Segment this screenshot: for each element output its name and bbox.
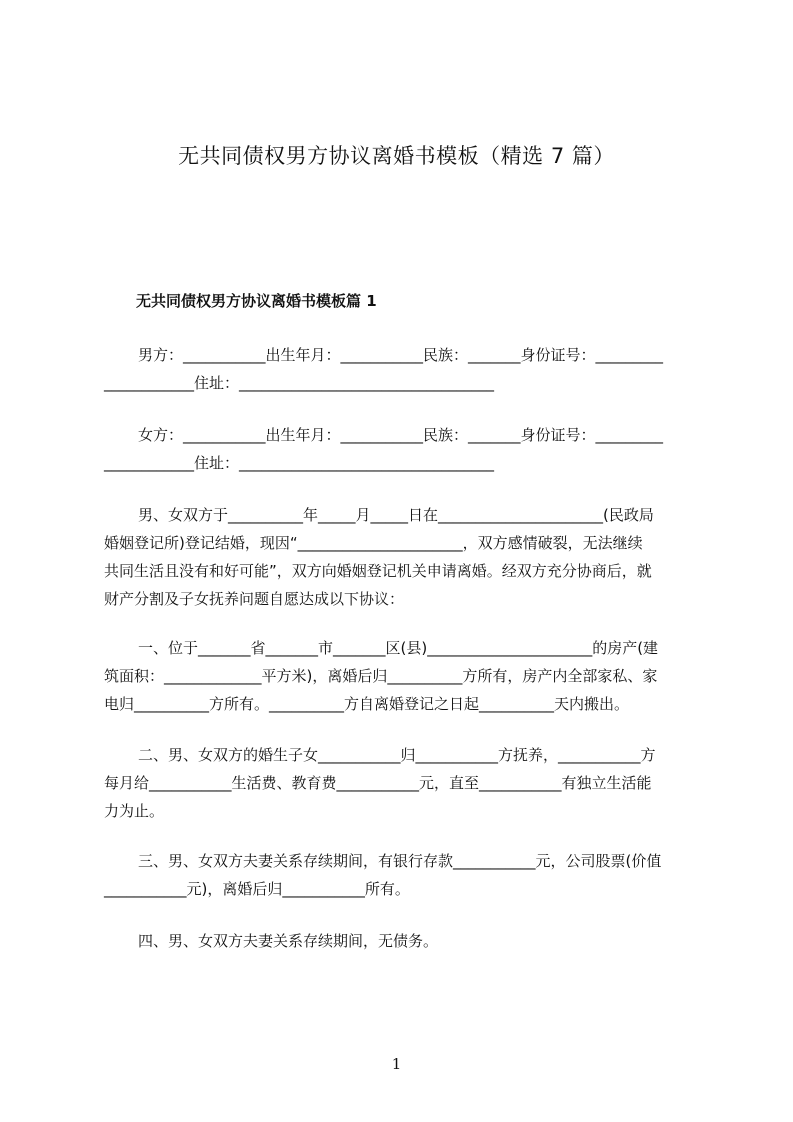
section-heading: 无共同债权男方协议离婚书模板篇 1 [136,292,377,310]
document-title: 无共同债权男方协议离婚书模板（精选 7 篇） [178,144,615,168]
text-line: 婚姻登记所)登记结婚，现因“______________________，双方感情破裂，无法继续 [104,534,643,552]
text-line: 二、男、女双方的婚生子女___________归___________方抚养，___________方 [138,746,656,764]
text-line: ____________住址：__________________________________ [104,454,495,472]
text-line: 一、位于_______省_______市_______区(县)______________________的房产(建 [138,639,659,657]
text-line: 女方：___________出生年月：___________民族：_______身份证号：_________ [138,426,664,444]
text-line: 共同生活且没有和好可能”，双方向婚姻登记机关申请离婚。经双方充分协商后，就 [104,562,652,580]
text-line: 电归__________方所有。__________方自离婚登记之日起__________天内搬出。 [104,695,630,713]
page-number: 1 [391,1055,402,1073]
text-line: ___________元)，离婚后归___________所有。 [104,880,410,898]
paragraph-clause-2-children [104,741,704,825]
text-line: 男方：___________出生年月：___________民族：_______身份证号：_________ [138,346,664,364]
paragraph-clause-3-savings [104,847,704,903]
text-line: 力为止。 [104,802,165,820]
text-line: 三、男、女双方夫妻关系存续期间，有银行存款___________元，公司股票(价值 [138,852,662,870]
text-line: 男、女双方于__________年_____月_____日在______________________(民政局 [138,506,654,524]
text-line: 每月给___________生活费、教育费___________元，直至___________有独立生活能 [104,774,652,792]
text-line: 财产分割及子女抚养问题自愿达成以下协议： [104,590,405,608]
paragraph-husband-info [104,341,704,397]
paragraph-clause-1-property [104,634,704,718]
paragraph-marriage-registration [104,501,704,613]
text-line: 筑面积：_____________平方米)，离婚后归__________方所有，房产内全部家私、家 [104,667,658,685]
text-line: ____________住址：__________________________________ [104,374,495,392]
text-line: 四、男、女双方夫妻关系存续期间，无债务。 [138,932,439,950]
paragraph-clause-4-debt [104,927,704,955]
paragraph-wife-info [104,421,704,477]
